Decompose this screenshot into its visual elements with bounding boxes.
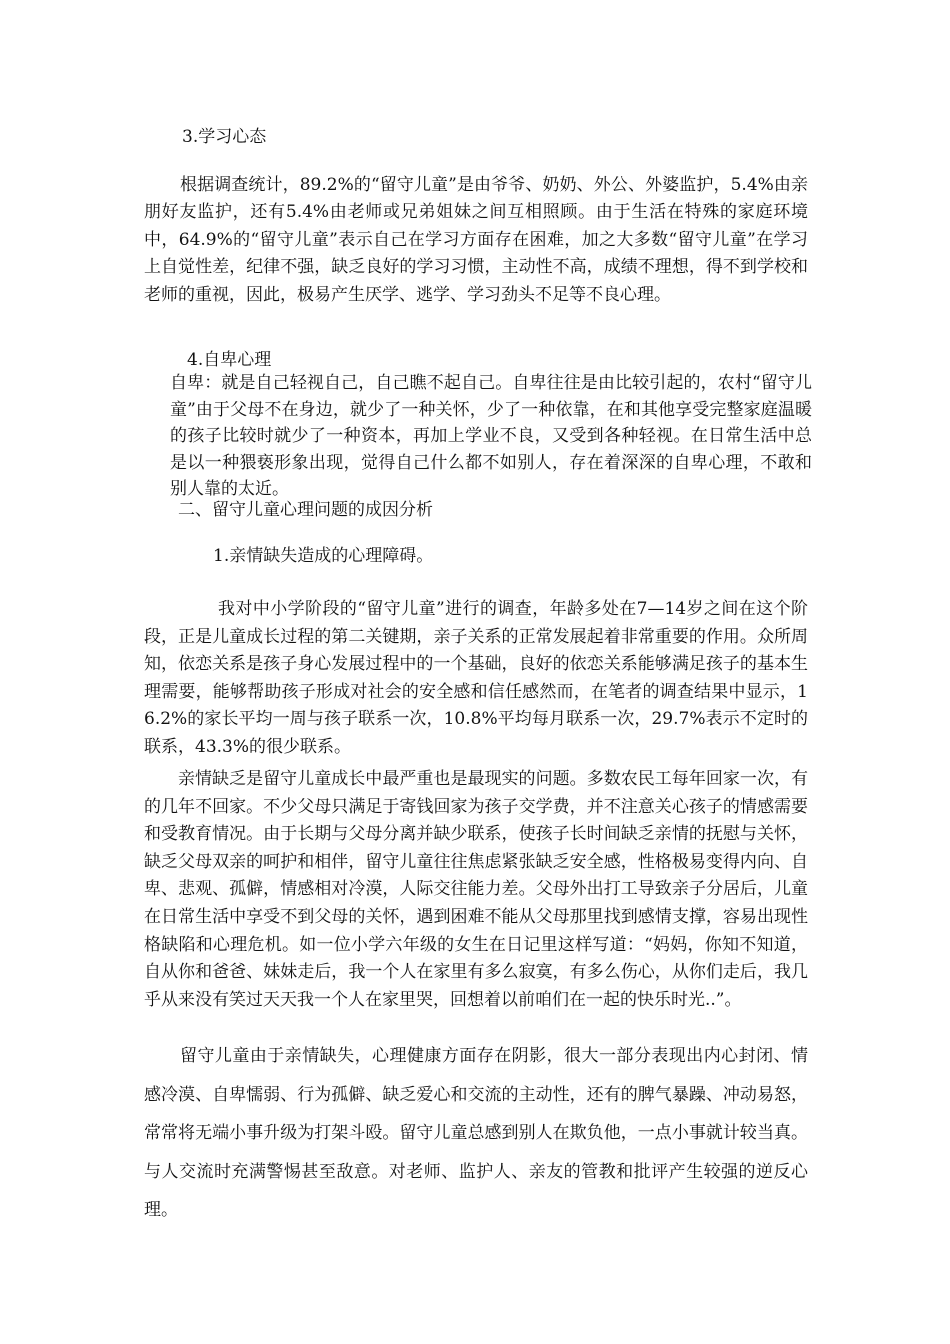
part-2-title: 二、留守儿童心理问题的成因分析 bbox=[178, 500, 433, 520]
section-3-title: 3.学习心态 bbox=[182, 127, 267, 147]
section-4-body: 自卑：就是自己轻视自己，自己瞧不起自己。自卑往往是由比较引起的，农村“留守儿童”由于父母不在身边，就少了一种关怀，少了一种依靠，在和其他享受完整家庭温暖的孩子比较时就少了一种资本，再加上学业不良，又受到各种轻视。在日常生活中总是以一种猥亵形象出现，觉得自己什么都不如别人，存在着深深的自卑心理，不敢和别人靠的太近。 bbox=[170, 373, 812, 499]
part-2-subsection-1-paragraph-1: 我对中小学阶段的“留守儿童”进行的调查，年龄多处在7—14岁之间在这个阶段，正是儿童成长过程的第二关键期，亲子关系的正常发展起着非常重要的作用。众所周知，依恋关系是孩子身心发展过程中的一个基础，良好的依恋关系能够满足孩子的基本生理需要，能够帮助孩子形成对社会的安全感和信任感然而，在笔者的调查结果中显示，16.2%的家长平均一周与孩子联系一次，10.8%平均每月联系一次，29.7%表示不定时的联系，43.3%的很少联系。 bbox=[144, 599, 808, 757]
part-2-subsection-1-paragraph-2: 亲情缺乏是留守儿童成长中最严重也是最现实的问题。多数农民工每年回家一次，有的几年不回家。不少父母只满足于寄钱回家为孩子交学费，并不注意关心孩子的情感需要和受教育情况。由于长期与父母分离并缺少联系，使孩子长时间缺乏亲情的抚慰与关怀，缺乏父母双亲的呵护和相伴，留守儿童往往焦虑紧张缺乏安全感，性格极易变得内向、自卑、悲观、孤僻，情感相对冷漠，人际交往能力差。父母外出打工导致亲子分居后，儿童在日常生活中享受不到父母的关怀，遇到困难不能从父母那里找到感情支撑，容易出现性格缺陷和心理危机。如一位小学六年级的女生在日记里这样写道：“妈妈，你知不知道，自从你和爸爸、妹妹走后，我一个人在家里有多么寂寞，有多么伤心，从你们走后，我几乎从来没有笑过天天我一个人在家里哭，回想着以前咱们在一起的快乐时光..”。 bbox=[144, 769, 808, 1010]
part-2-subsection-1-title: 1.亲情缺失造成的心理障碍。 bbox=[213, 546, 434, 566]
section-3-body: 根据调查统计，89.2%的“留守儿童”是由爷爷、奶奶、外公、外婆监护，5.4%由亲朋好友监护，还有5.4%由老师或兄弟姐妹之间互相照顾。由于生活在特殊的家庭环境中，64.9%的“留守儿童”表示自己在学习方面存在困难，加之大多数“留守儿童”在学习上自觉性差，纪律不强，缺乏良好的学习习惯，主动性不高，成绩不理想，得不到学校和老师的重视，因此，极易产生厌学、逃学、学习劲头不足等不良心理。 bbox=[144, 175, 808, 305]
section-4-title: 4.自卑心理 bbox=[187, 350, 272, 370]
part-2-subsection-1-paragraph-3: 留守儿童由于亲情缺失，心理健康方面存在阴影，很大一部分表现出内心封闭、情感冷漠、自卑懦弱、行为孤僻、缺乏爱心和交流的主动性，还有的脾气暴躁、冲动易怒，常常将无端小事升级为打架斗殴。留守儿童总感到别人在欺负他，一点小事就计较当真。与人交流时充满警惕甚至敌意。对老师、监护人、亲友的管教和批评产生较强的逆反心理。 bbox=[144, 1046, 808, 1220]
